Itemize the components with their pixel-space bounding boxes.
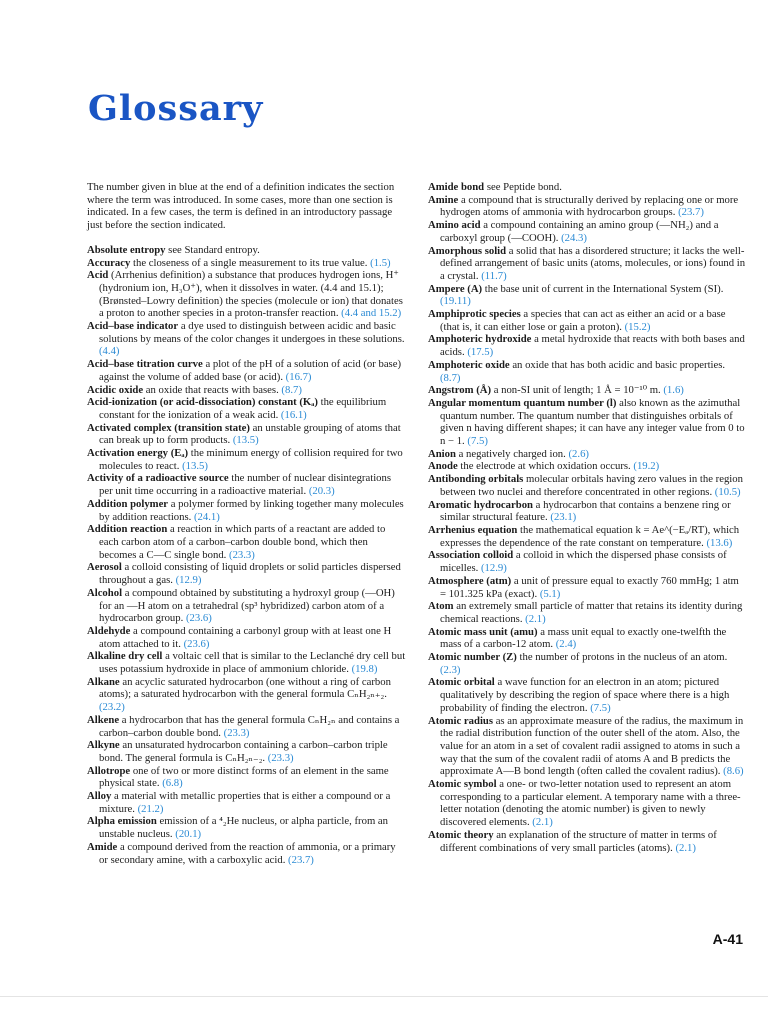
glossary-entry: [87, 447, 407, 472]
glossary-term: Atomic mass unit (amu): [428, 625, 538, 638]
section-reference[interactable]: (23.6): [183, 637, 210, 650]
glossary-term: Atom: [428, 600, 454, 613]
glossary-definition: a reaction in which parts of a reactant are added to each carbon atom of a carbon–carbon double bond, which then becomes a C—C single bond.: [99, 523, 386, 561]
glossary-entry: [87, 244, 407, 257]
glossary-entry: [87, 561, 407, 586]
glossary-entry: [428, 283, 746, 308]
glossary-definition: the mathematical equation k = Ae^(−Eₐ/RT), which expresses the dependence of the rate constant on temperature.: [440, 523, 740, 549]
glossary-term: Accuracy: [87, 256, 131, 269]
glossary-entry: [428, 829, 746, 854]
glossary-entry: [87, 498, 407, 523]
glossary-entry: [87, 765, 407, 790]
glossary-definition: see Peptide bond.: [486, 181, 562, 193]
glossary-definition: a compound obtained by substituting a hydroxyl group (—OH) for an —H atom on a tetrahedral (sp³ hybridized) carbon atom of a hydrocarbon group.: [99, 586, 395, 625]
glossary-entry: [428, 499, 746, 524]
glossary-entry: [428, 473, 746, 498]
glossary-entry: [428, 397, 746, 448]
left-column: [87, 181, 407, 866]
section-reference[interactable]: (23.7): [288, 853, 314, 866]
glossary-definition: the equilibrium constant for the ionization of a weak acid.: [99, 396, 387, 421]
section-reference[interactable]: (8.7): [440, 371, 461, 384]
glossary-definition: a negatively charged ion.: [458, 447, 566, 460]
glossary-term: Amphoteric hydroxide: [428, 333, 532, 346]
glossary-definition: a solid that has a disordered structure; it lacks the well-defined arrangement of basic units (atoms, molecules, or ions) found in a crystal.: [440, 244, 746, 282]
glossary-entry: [87, 739, 407, 764]
glossary-entry: [428, 181, 746, 194]
glossary-entry: [87, 523, 407, 561]
section-reference[interactable]: (19.2): [633, 460, 660, 473]
glossary-definition: a polymer formed by linking together many molecules by addition reactions.: [99, 497, 404, 523]
section-reference[interactable]: (10.5): [714, 485, 741, 498]
glossary-term: Atomic orbital: [428, 676, 495, 689]
glossary-definition: an extremely small particle of matter that retains its identity during chemical reactions.: [440, 600, 743, 625]
glossary-entry: [428, 245, 746, 283]
page-number: A-41: [712, 931, 743, 947]
section-reference[interactable]: (8.6): [723, 765, 744, 778]
right-column: [428, 181, 746, 854]
glossary-term: Alpha emission: [87, 815, 157, 828]
glossary-definition: emission of a ⁴₂He nucleus, or alpha particle, from an unstable nucleus.: [99, 815, 389, 841]
section-reference[interactable]: (23.6): [185, 612, 212, 625]
glossary-term: Amide bond: [428, 181, 485, 193]
glossary-definition: (Arrhenius definition) a substance that produces hydrogen ions, H⁺ (hydronium ion, H₃O⁺), when it dissolves in water. (4.4 and 15.1); (Brønsted–Lowry definition) the species (molecule or ion) that donates a proton to another species in a proton-transfer reaction.: [99, 269, 403, 320]
glossary-entry: [428, 676, 746, 714]
left-entry-list: [87, 244, 407, 866]
glossary-entry: [87, 396, 407, 421]
glossary-entry: [428, 575, 746, 600]
glossary-entry: [428, 549, 746, 574]
glossary-term: Alkane: [87, 675, 120, 688]
section-reference[interactable]: (2.4): [555, 638, 577, 651]
section-reference[interactable]: (1.6): [663, 384, 684, 397]
glossary-term: Allotrope: [87, 764, 131, 777]
glossary-definition: an explanation of the structure of matter in terms of different combinations of very small particles (atoms).: [440, 828, 717, 854]
section-reference[interactable]: (21.2): [137, 802, 164, 815]
glossary-definition: a mass unit equal to exactly one-twelfth the mass of a carbon-12 atom.: [440, 625, 727, 651]
section-reference[interactable]: (4.4 and 15.2): [341, 307, 402, 320]
section-reference[interactable]: (23.7): [678, 206, 704, 219]
section-reference[interactable]: (13.5): [182, 459, 208, 472]
section-reference[interactable]: (13.6): [706, 536, 733, 549]
glossary-term: Atomic number (Z): [428, 651, 517, 664]
glossary-definition: a unit of pressure equal to exactly 760 mmHg; 1 atm = 101.325 kPa (exact).: [440, 574, 739, 600]
glossary-definition: an unstable grouping of atoms that can break up to form products.: [99, 421, 401, 447]
section-reference[interactable]: (19.8): [351, 663, 378, 676]
glossary-definition: an oxide that reacts with bases.: [145, 383, 279, 396]
glossary-definition: a colloid consisting of liquid droplets or solid particles dispersed throughout a gas.: [99, 561, 401, 587]
section-reference[interactable]: (11.7): [481, 269, 507, 282]
section-reference[interactable]: (23.2): [99, 701, 125, 714]
section-reference[interactable]: (2.3): [440, 663, 461, 676]
glossary-term: Aerosol: [87, 561, 122, 574]
page-title: Glossary: [88, 88, 264, 129]
section-reference[interactable]: (20.1): [175, 828, 202, 841]
glossary-term: Angstrom (Å): [428, 384, 492, 397]
intro-paragraph: The number given in blue at the end of a definition indicates the section where the term was introduced. In some cases, more than one section is indicated. In a few cases, the term is defined in an introductory passage just before the section indicated.: [87, 181, 395, 232]
glossary-entry: [87, 269, 407, 320]
glossary-entry: [428, 626, 746, 651]
glossary-definition: a hydrocarbon that has the general formula CₙH₂ₙ and contains a carbon–carbon double bond.: [99, 713, 400, 739]
glossary-entry: [87, 676, 407, 714]
glossary-term: Antibonding orbitals: [428, 473, 524, 486]
glossary-entry: [87, 841, 407, 866]
glossary-entry: [428, 448, 746, 461]
glossary-entry: [428, 219, 746, 244]
glossary-term: Acid–base indicator: [87, 320, 179, 333]
glossary-entry: [87, 320, 407, 358]
glossary-term: Aldehyde: [87, 624, 131, 637]
glossary-term: Alloy: [87, 790, 112, 803]
glossary-entry: [428, 715, 746, 779]
glossary-term: Association colloid: [428, 549, 514, 562]
glossary-term: Amorphous solid: [428, 244, 507, 257]
glossary-entry: [87, 815, 407, 840]
glossary-definition: an unsaturated hydrocarbon containing a carbon–carbon triple bond. The general formula is CₙH₂ₙ₋₂.: [99, 739, 388, 764]
glossary-entry: [428, 524, 746, 549]
section-reference[interactable]: (7.5): [467, 435, 488, 448]
glossary-definition: the minimum energy of collision required for two molecules to react.: [99, 447, 403, 472]
glossary-definition: as an approximate measure of the radius, the maximum in the radial distribution function of the outer shell of the atom. Also, the value for an atom in a set of covalent radii assigned to atoms in such a way that the sum of the covalent radii of atoms A and B predicts the approximate A—B bond length (often called the covalent radius).: [440, 714, 744, 778]
glossary-entry: [87, 650, 407, 675]
glossary-term: Anode: [428, 460, 458, 473]
glossary-term: Acid: [87, 269, 109, 282]
glossary-definition: also known as the azimuthal quantum number. The quantum number that distinguishes orbitals of given n having different shapes; it can have any integer value from 0 to n − 1.: [440, 396, 745, 448]
glossary-entry: [428, 778, 746, 829]
glossary-definition: one of two or more distinct forms of an element in the same physical state.: [99, 764, 389, 790]
glossary-definition: a plot of the pH of a solution of acid (or base) against the volume of added base (or acid).: [99, 358, 402, 383]
glossary-entry: [87, 790, 407, 815]
glossary-term: Atomic symbol: [428, 778, 497, 791]
section-reference[interactable]: (24.1): [193, 510, 220, 523]
glossary-definition: the closeness of a single measurement to its true value.: [133, 256, 368, 269]
glossary-entry: [428, 333, 746, 358]
glossary-term: Acidic oxide: [87, 383, 144, 396]
glossary-definition: a non-SI unit of length; 1 Å = 10⁻¹⁰ m.: [493, 384, 661, 397]
glossary-term: Addition polymer: [87, 497, 169, 510]
glossary-term: Acid-ionization (or acid-dissociation) constant (Kₐ): [87, 396, 318, 409]
glossary-definition: a compound that is structurally derived by replacing one or more hydrogen atoms of ammonia with hydrocarbon groups.: [440, 193, 739, 219]
glossary-entry: [87, 625, 407, 650]
section-reference[interactable]: (12.9): [480, 562, 507, 575]
section-reference[interactable]: (13.5): [232, 434, 259, 447]
section-reference[interactable]: (12.9): [175, 574, 202, 587]
glossary-term: Addition reaction: [87, 523, 168, 536]
glossary-definition: a species that can act as either an acid or a base (that is, it can either lose or gain a proton).: [440, 308, 726, 333]
glossary-entry: [87, 587, 407, 625]
glossary-definition: a metal hydroxide that reacts with both bases and acids.: [440, 333, 745, 359]
glossary-definition: a voltaic cell that is similar to the Leclanché dry cell but uses potassium hydroxide in place of ammonium chloride.: [99, 650, 406, 676]
glossary-term: Anion: [428, 447, 456, 460]
glossary-term: Amphiprotic species: [428, 308, 521, 321]
glossary-definition: see Standard entropy.: [168, 243, 260, 256]
section-reference[interactable]: (7.5): [590, 701, 611, 714]
glossary-term: Atmosphere (atm): [428, 574, 512, 587]
glossary-definition: an oxide that has both acidic and basic properties.: [512, 358, 726, 371]
glossary-entry: [87, 422, 407, 447]
glossary-definition: a compound containing a carbonyl group with at least one H atom attached to it.: [99, 624, 392, 650]
glossary-entry: [87, 714, 407, 739]
glossary-term: Aromatic hydrocarbon: [428, 498, 533, 511]
glossary-definition: a colloid in which the dispersed phase consists of micelles.: [440, 549, 727, 575]
glossary-term: Alcohol: [87, 586, 123, 599]
section-reference[interactable]: (19.11): [440, 295, 471, 308]
glossary-definition: the base unit of current in the International System (SI).: [484, 282, 724, 295]
glossary-definition: a material with metallic properties that is either a compound or a mixture.: [99, 790, 391, 815]
glossary-term: Activity of a radioactive source: [87, 472, 229, 485]
section-reference[interactable]: (2.1): [675, 841, 696, 854]
section-reference[interactable]: (23.3): [267, 751, 294, 764]
glossary-definition: a wave function for an electron in an atom; pictured qualitatively by describing the region of space where there is a high probability of finding the electron.: [440, 676, 730, 714]
glossary-term: Amphoteric oxide: [428, 358, 510, 371]
section-reference[interactable]: (2.1): [525, 612, 546, 625]
glossary-definition: the electrode at which oxidation occurs.: [460, 460, 631, 473]
section-reference[interactable]: (2.6): [568, 447, 589, 460]
section-reference[interactable]: (2.1): [532, 816, 553, 829]
glossary-definition: a compound derived from the reaction of ammonia, or a primary or secondary amine, with a carboxylic acid.: [99, 840, 396, 866]
section-reference[interactable]: (23.3): [229, 548, 255, 561]
section-reference[interactable]: (8.7): [281, 383, 302, 396]
glossary-definition: a hydrocarbon that contains a benzene ring or similar structural feature.: [440, 498, 731, 524]
glossary-definition: a one- or two-letter notation used to represent an atom corresponding to a particular element. A temporary name with a three-letter notation (denoting the atomic number) is given to newly discovered elements.: [440, 778, 741, 829]
glossary-entry: [87, 472, 407, 497]
glossary-term: Atomic radius: [428, 714, 494, 727]
glossary-term: Amide: [87, 840, 118, 853]
glossary-term: Amine: [428, 193, 459, 206]
section-reference[interactable]: (16.1): [280, 408, 307, 421]
section-reference[interactable]: (20.3): [308, 485, 335, 498]
glossary-entry: [87, 358, 407, 383]
section-reference[interactable]: (16.7): [285, 370, 312, 383]
right-entry-list: [428, 181, 746, 854]
glossary-entry: [428, 600, 746, 625]
glossary-term: Angular momentum quantum number (l): [428, 396, 617, 409]
section-reference[interactable]: (6.8): [162, 777, 183, 790]
glossary-term: Alkyne: [87, 739, 120, 752]
section-reference[interactable]: (15.2): [624, 320, 651, 333]
glossary-term: Absolute entropy: [87, 243, 166, 256]
glossary-entry: [428, 359, 746, 384]
glossary-entry: [87, 384, 407, 397]
glossary-term: Ampere (A): [428, 282, 483, 295]
glossary-definition: the number of nuclear disintegrations per unit time occurring in a radioactive material.: [99, 472, 392, 498]
section-reference[interactable]: (23.3): [223, 726, 250, 739]
glossary-entry: [428, 308, 746, 333]
glossary-term: Arrhenius equation: [428, 523, 518, 536]
glossary-term: Alkaline dry cell: [87, 650, 163, 663]
glossary-term: Activation energy (Eₐ): [87, 447, 189, 460]
glossary-term: Activated complex (transition state): [87, 421, 250, 434]
glossary-entry: [428, 651, 746, 676]
glossary-definition: a dye used to distinguish between acidic and basic solutions by means of the color changes it undergoes in these solutions.: [99, 320, 405, 345]
section-reference[interactable]: (4.4): [99, 345, 120, 358]
glossary-term: Amino acid: [428, 219, 481, 232]
page-bottom-rule: [0, 996, 768, 997]
glossary-entry: [428, 384, 746, 397]
glossary-definition: an acyclic saturated hydrocarbon (one without a ring of carbon atoms); a saturated hydrocarbon with the general formula CₙH₂ₙ₊₂.: [99, 675, 391, 701]
glossary-definition: molecular orbitals having zero values in the region between two nuclei and therefore concentrated in other regions.: [440, 473, 743, 498]
glossary-term: Atomic theory: [428, 828, 494, 841]
section-reference[interactable]: (24.3): [561, 231, 587, 244]
glossary-definition: the number of protons in the nucleus of an atom.: [519, 651, 728, 664]
glossary-entry: [428, 194, 746, 219]
glossary-term: Acid–base titration curve: [87, 358, 203, 371]
section-reference[interactable]: (17.5): [467, 346, 494, 359]
glossary-term: Alkene: [87, 713, 120, 726]
section-reference[interactable]: (5.1): [539, 587, 561, 600]
glossary-definition: a compound containing an amino group (—NH₂) and a carboxyl group (—COOH).: [440, 219, 719, 244]
glossary-entry: [87, 257, 407, 270]
section-reference[interactable]: (1.5): [370, 256, 391, 269]
glossary-entry: [428, 460, 746, 473]
section-reference[interactable]: (23.1): [550, 511, 577, 524]
